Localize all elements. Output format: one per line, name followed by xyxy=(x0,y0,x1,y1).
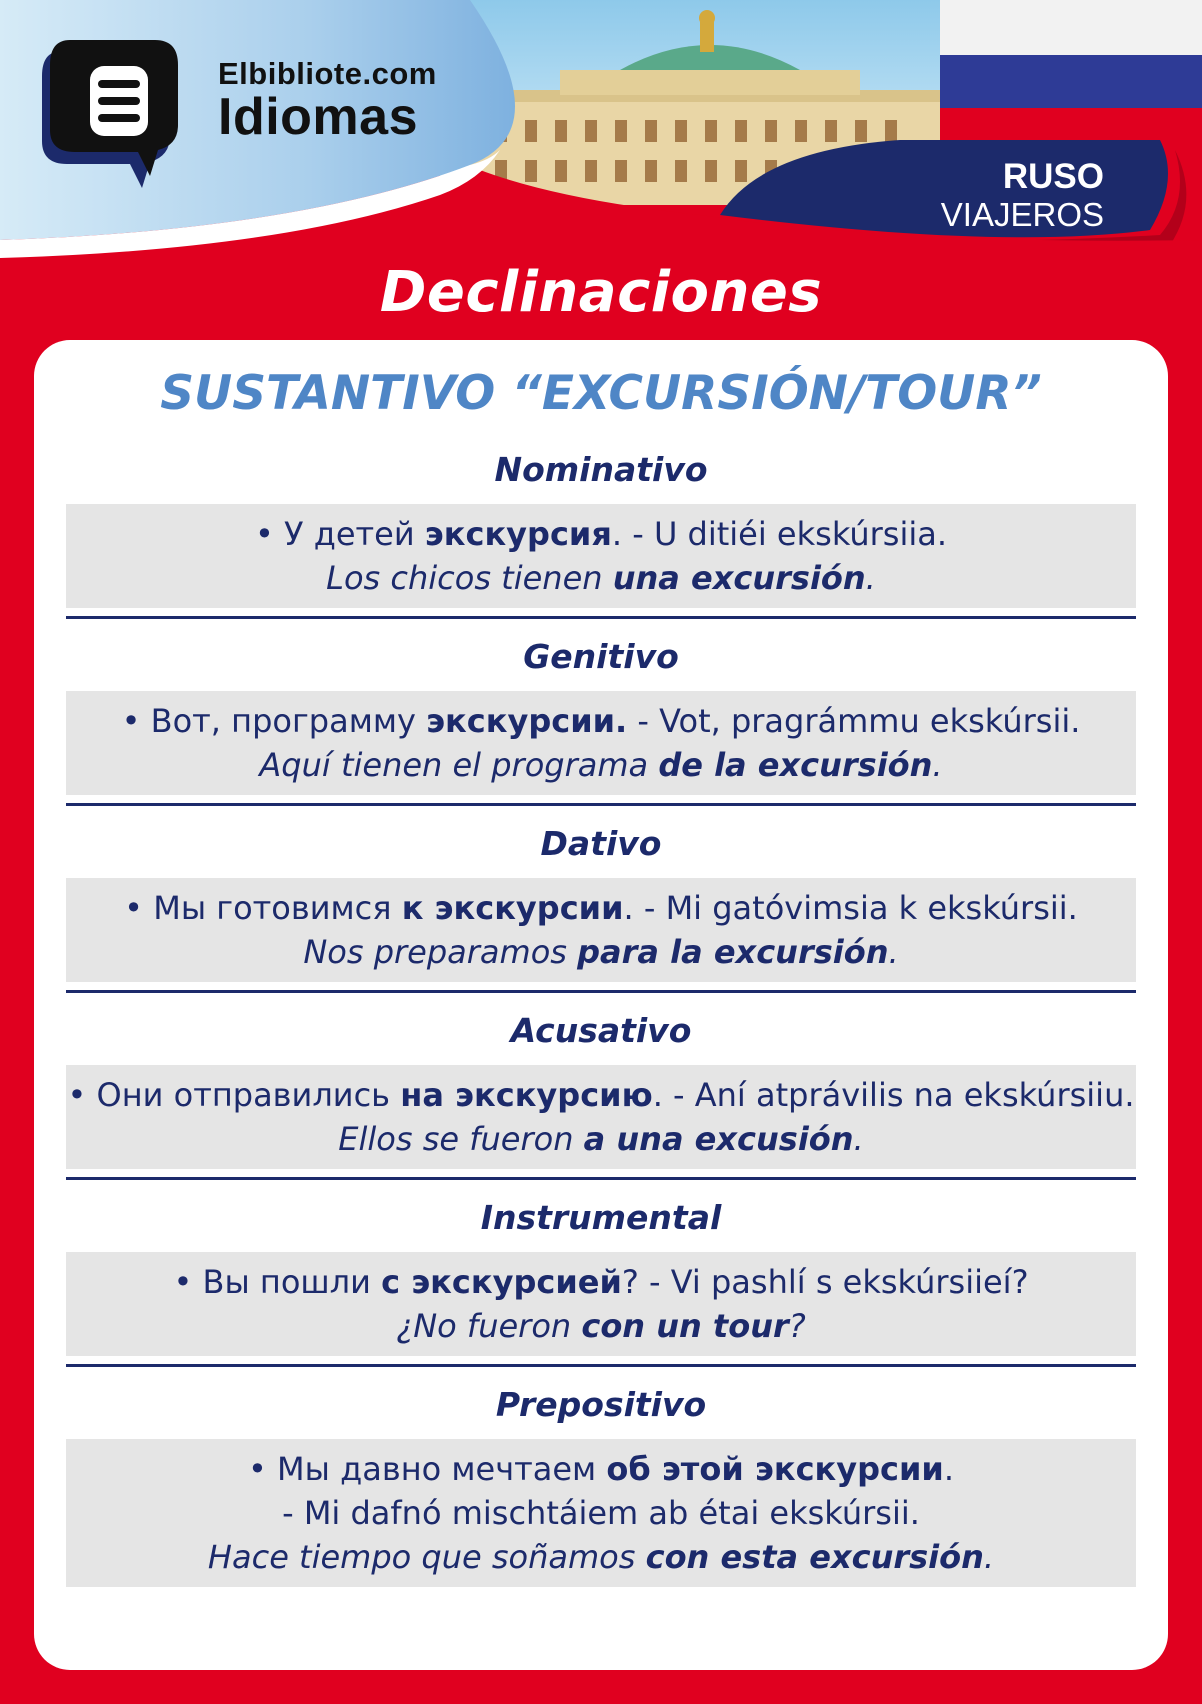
case-nominativo xyxy=(34,450,1168,619)
declension-card xyxy=(34,340,1168,1670)
card-title: SUSTANTIVO “EXCURSIÓN/TOUR” xyxy=(160,366,1042,421)
case-title: Acusativo xyxy=(510,1011,692,1050)
case-instrumental xyxy=(34,1198,1168,1367)
russian-sentence: • Мы давно мечтаем об этой экскурсии. xyxy=(248,1450,954,1488)
divider xyxy=(66,1364,1136,1367)
language-badge xyxy=(941,158,1104,234)
case-title: Prepositivo xyxy=(495,1385,707,1424)
russian-sentence: • Вот, программу экскурсии. - Vot, pragrámmu ekskúrsii. xyxy=(121,702,1081,740)
transliteration: - Mi dafnó mischtáiem ab étai ekskúrsii. xyxy=(282,1494,920,1532)
example-box xyxy=(66,878,1136,982)
example-box xyxy=(66,691,1136,795)
language-level: VIAJEROS xyxy=(940,196,1104,233)
language-name: RUSO xyxy=(1002,157,1104,196)
divider xyxy=(66,1177,1136,1180)
case-title: Dativo xyxy=(540,824,662,863)
case-genitivo xyxy=(34,637,1168,806)
spanish-translation: Los chicos tienen una excursión. xyxy=(326,559,876,597)
case-acusativo xyxy=(34,1011,1168,1180)
case-title: Instrumental xyxy=(480,1198,722,1237)
header-banner xyxy=(0,0,1202,270)
divider xyxy=(66,990,1136,993)
case-title: Genitivo xyxy=(523,637,679,676)
divider xyxy=(66,616,1136,619)
example-box xyxy=(66,1252,1136,1356)
brand-name: Idiomas xyxy=(218,88,418,146)
page-title: Declinaciones xyxy=(379,260,823,325)
example-box xyxy=(66,1065,1136,1169)
example-box xyxy=(66,504,1136,608)
russian-sentence: • Мы готовимся к экскурсии. - Mi gatóvimsia k ekskúrsii. xyxy=(124,889,1078,927)
divider xyxy=(66,803,1136,806)
brand-wordmark xyxy=(218,58,437,144)
case-prepositivo xyxy=(34,1385,1168,1587)
spanish-translation: ¿No fueron con un tour? xyxy=(396,1307,806,1345)
spanish-translation: Aquí tienen el programa de la excursión. xyxy=(259,746,943,784)
russian-sentence: • У детей экскурсия. - U ditiéi ekskúrsiia. xyxy=(254,515,948,553)
case-title: Nominativo xyxy=(494,450,708,489)
example-box xyxy=(66,1439,1136,1587)
russian-sentence: • Они отправились на экскурсию. - Aní atprávilis na ekskúrsiiu. xyxy=(67,1076,1135,1114)
russian-sentence: • Вы пошли с экскурсией? - Vi pashlí s ekskúrsiieí? xyxy=(173,1263,1029,1301)
brand-site: Elbibliote.com xyxy=(218,56,437,91)
spanish-translation: Hace tiempo que soñamos con esta excursión. xyxy=(207,1538,995,1576)
spanish-translation: Nos preparamos para la excursión. xyxy=(303,933,899,971)
spanish-translation: Ellos se fueron a una excusión. xyxy=(338,1120,864,1158)
case-dativo xyxy=(34,824,1168,993)
